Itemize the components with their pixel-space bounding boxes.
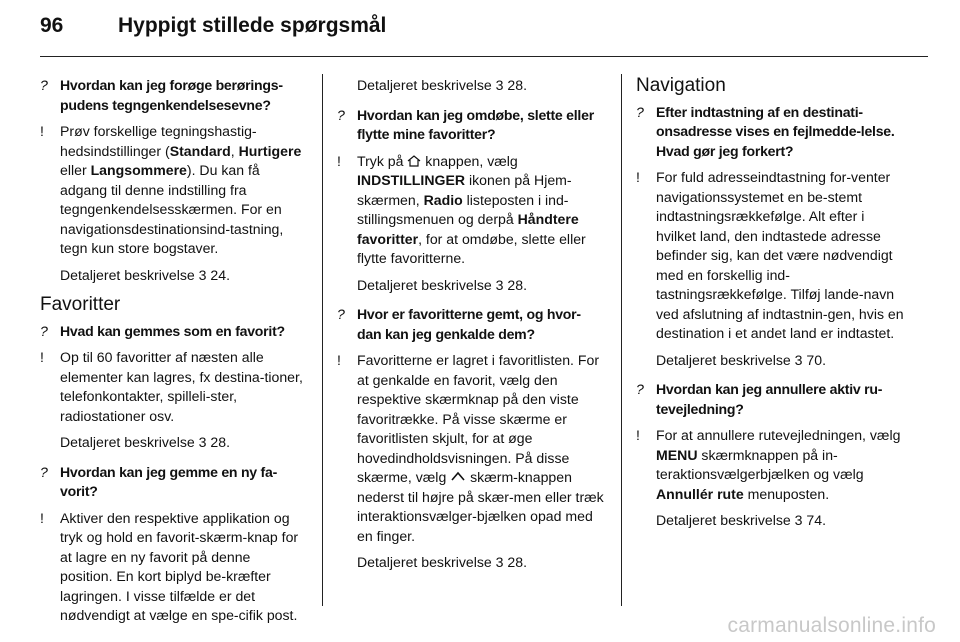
exclamation-icon: ! <box>636 427 640 443</box>
page-number: 96 <box>40 14 64 37</box>
question-block <box>636 103 906 162</box>
reference-arrow-icon: 3 <box>495 77 504 93</box>
exclamation-icon: ! <box>337 352 341 368</box>
exclamation-icon: ! <box>40 349 44 365</box>
reference-line <box>40 266 306 286</box>
answer-text: Favoritterne er lagret i favoritlisten. For at genkalde en favorit, vælg den respektive skærmknap på den viste favoritrække. På visse skærme er favoritlisten skjult, for at øge hovedindholdsvisningen. På disse skærme, vælg <box>357 352 600 485</box>
reference-label: Detaljeret beskrivelse <box>656 512 791 528</box>
reference-arrow-icon: 3 <box>794 351 803 368</box>
question-mark-icon: ? <box>337 106 345 123</box>
answer-bold: Hurtigere <box>238 142 302 159</box>
answer-bold: MENU <box>656 446 698 463</box>
answer-block <box>40 122 306 259</box>
question-text: Efter indtastning af en destinati-onsadresse vises en fejlmedde-lelse. Hvad gør jeg forkert? <box>656 103 895 159</box>
home-icon <box>407 155 421 167</box>
answer-block <box>337 351 605 546</box>
reference-line <box>636 351 906 371</box>
section-heading: Favoritter <box>40 294 121 315</box>
answer-bold: Annullér rute <box>656 485 744 502</box>
answer-text: skærm-knappen nederst til højre på skær-men eller træk interaktionsvælger-bjælken opad med en finger. <box>357 469 604 544</box>
answer-text: , <box>230 142 239 159</box>
reference-arrow-icon: 3 <box>495 276 504 293</box>
exclamation-icon: ! <box>40 123 44 139</box>
reference-page: 28. <box>507 77 528 93</box>
question-mark-icon: ? <box>636 381 644 397</box>
answer-text: , for at omdøbe, slette eller flytte favoritterne. <box>357 230 586 266</box>
answer-bold: Standard <box>169 142 231 159</box>
answer-block <box>40 509 306 626</box>
answer-text: eller <box>60 162 91 178</box>
exclamation-icon: ! <box>40 509 44 526</box>
header-rule <box>40 56 928 57</box>
column-2 <box>337 76 605 583</box>
answer-text: Aktiver den respektive applikation og tryk og hold en favorit-skærm-knap for at lagre en ny favorit på denne position. En kort biplyd be-kræfter lagringen. I visse tilfælde er det nødvendigt at vælge en spe-cifik post. <box>60 509 299 623</box>
reference-line <box>337 76 605 96</box>
question-block <box>40 322 306 342</box>
question-mark-icon: ? <box>337 306 345 322</box>
question-text: Hvordan kan jeg forøge berørings-pudens tegngenkendelsesevne? <box>60 77 283 113</box>
page-title: Hyppigt stillede spørgsmål <box>118 14 387 37</box>
chevron-up-icon <box>450 471 466 482</box>
answer-bold: Radio <box>423 191 463 208</box>
exclamation-icon: ! <box>636 169 640 185</box>
reference-line <box>40 433 306 453</box>
reference-arrow-icon: 3 <box>198 434 207 450</box>
exclamation-icon: ! <box>337 152 341 169</box>
question-block <box>337 305 605 344</box>
section-heading: Navigation <box>636 75 726 96</box>
question-text: Hvad kan gemmes som en favorit? <box>60 322 285 339</box>
answer-text: skærmknappen på in-teraktionsvælgerbjælken og vælg <box>656 446 864 482</box>
question-text: Hvordan kan jeg annullere aktiv ru-tevejledning? <box>656 381 883 417</box>
column-3 <box>636 76 906 541</box>
watermark: carmanualsonline.info <box>727 614 936 637</box>
reference-page: 28. <box>210 434 231 450</box>
answer-text: knappen, vælg <box>421 152 518 169</box>
reference-line <box>337 553 605 573</box>
answer-text: ikonen på Hjem-skærmen, <box>357 172 572 208</box>
column-1 <box>40 76 306 633</box>
answer-text: Tryk på <box>357 152 408 169</box>
answer-block <box>636 168 906 344</box>
reference-label: Detaljeret beskrivelse <box>60 266 195 283</box>
question-text: Hvordan kan jeg omdøbe, slette eller flytte mine favoritter? <box>357 106 594 142</box>
question-block <box>636 380 906 419</box>
question-mark-icon: ? <box>40 322 48 339</box>
reference-page: 28. <box>507 276 528 293</box>
question-block <box>337 106 605 145</box>
reference-page: 70. <box>806 351 827 368</box>
question-text: Hvor er favoritterne gemt, og hvor-dan kan jeg genkalde dem? <box>357 306 581 342</box>
answer-block <box>636 426 906 504</box>
column-divider-2 <box>621 74 622 606</box>
question-mark-icon: ? <box>40 463 48 480</box>
reference-page: 24. <box>210 266 231 283</box>
reference-label: Detaljeret beskrivelse <box>60 434 195 450</box>
answer-block <box>40 348 306 426</box>
reference-label: Detaljeret beskrivelse <box>357 554 492 570</box>
reference-arrow-icon: 3 <box>794 512 803 528</box>
question-text: Hvordan kan jeg gemme en ny fa-vorit? <box>60 463 278 499</box>
answer-text: For fuld adresseindtastning for-venter navigationssystemet en be-stemt indtastningsrækkefølge. Alt efter i hvilket land, den indtastede adresse befinder sig, kan det være nødvendigt med en forskellig ind-tastningsrækkefølge. Tilføj lande-navn ved afslutning af indtastnin-gen, hvis en destination i et andet land er indtastet. <box>656 169 904 341</box>
answer-text: listeposten i ind-stillingsmenuen og derpå <box>357 191 569 227</box>
question-mark-icon: ? <box>636 103 644 120</box>
answer-bold: Håndtere favoritter <box>357 211 579 247</box>
answer-bold: Langsommere <box>90 162 187 178</box>
reference-arrow-icon: 3 <box>495 554 504 570</box>
answer-text: menuposten. <box>743 485 830 502</box>
answer-text: Op til 60 favoritter af næsten alle elementer kan lagres, fx destina-tioner, telefonkontakter, spilleli-ster, radiostationer osv. <box>60 349 303 424</box>
answer-text: For at annullere rutevejledningen, vælg <box>656 427 901 443</box>
reference-label: Detaljeret beskrivelse <box>357 77 492 93</box>
question-block <box>40 76 306 115</box>
reference-line <box>636 511 906 531</box>
question-mark-icon: ? <box>40 77 48 93</box>
answer-text: ). Du kan få adgang til denne indstilling fra tegngenkendelsesskærmen. For en navigationsdestinationsind-tastning, tegn kun store bogstaver. <box>60 162 284 256</box>
answer-block <box>337 152 605 269</box>
reference-page: 28. <box>507 554 528 570</box>
reference-line <box>337 276 605 296</box>
answer-text: Prøv forskellige tegningshastig-hedsindstillinger ( <box>60 123 257 159</box>
question-block <box>40 463 306 502</box>
reference-page: 74. <box>806 512 827 528</box>
answer-bold: INDSTILLINGER <box>357 172 466 188</box>
reference-label: Detaljeret beskrivelse <box>357 276 492 293</box>
reference-arrow-icon: 3 <box>198 266 207 283</box>
page-header <box>40 14 386 44</box>
column-divider-1 <box>322 74 323 606</box>
reference-label: Detaljeret beskrivelse <box>656 351 791 368</box>
